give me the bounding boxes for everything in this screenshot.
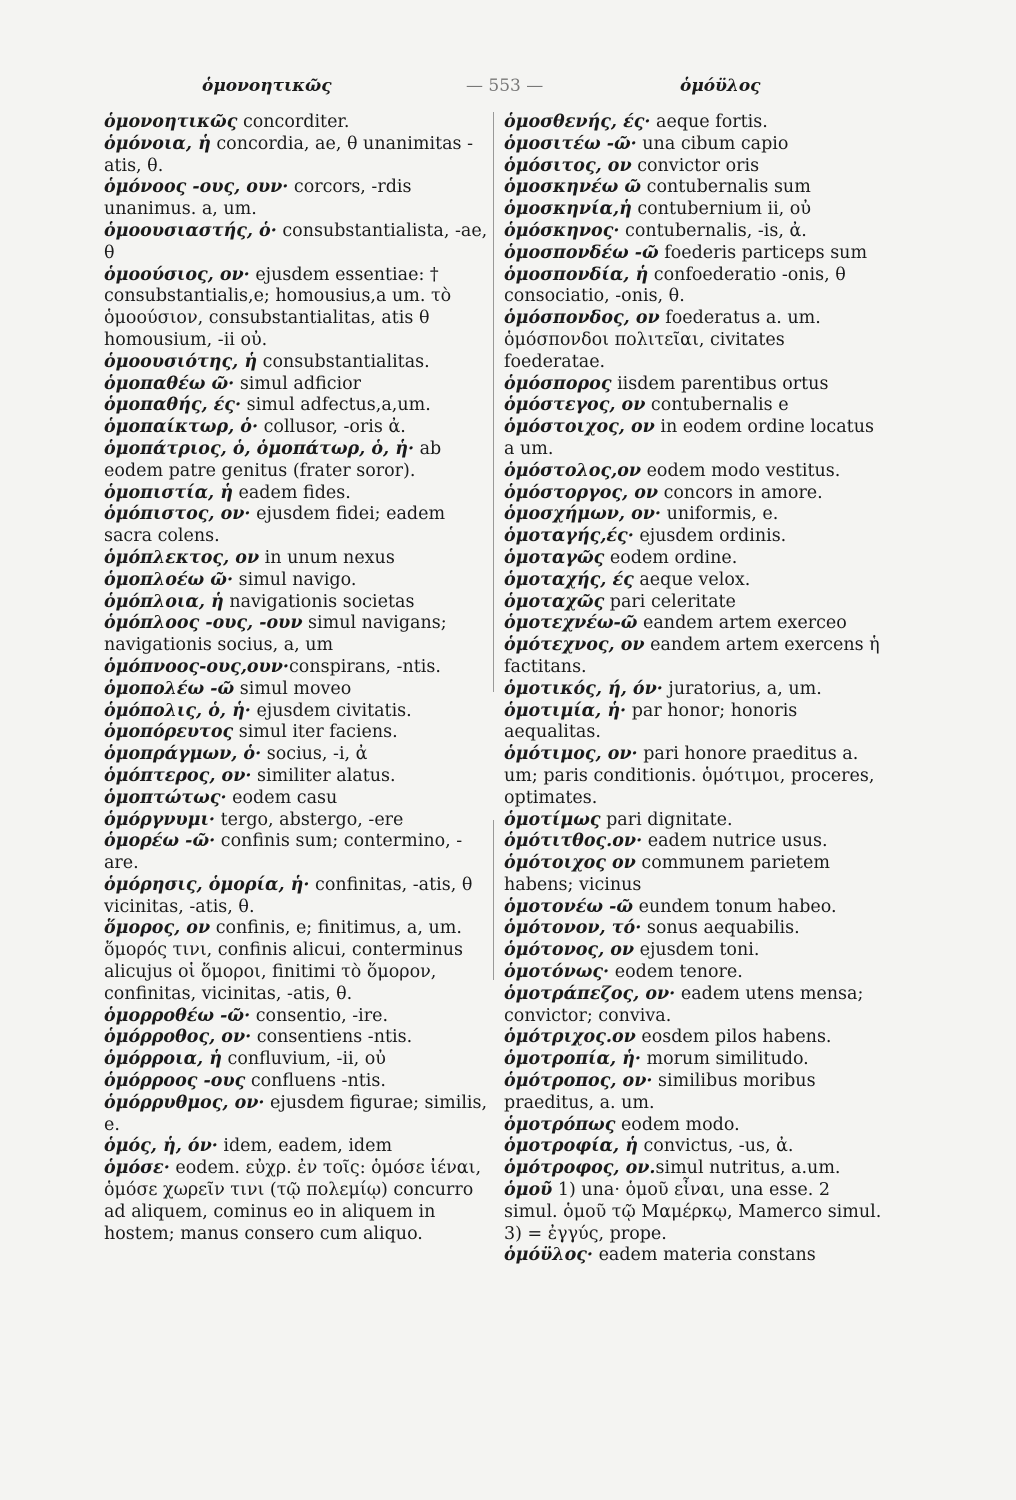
entry-definition: eadem nutrice usus.: [642, 831, 828, 852]
entry-definition: par honor; honoris aequalitas.: [504, 700, 798, 743]
entry-definition: sonus aequabilis.: [641, 918, 800, 939]
dictionary-entry: [504, 1245, 882, 1267]
page-number: — 553 —: [466, 76, 544, 96]
entry-definition: tergo, abstergo, -ere: [215, 809, 404, 830]
entry-definition: idem, eadem, idem: [217, 1136, 393, 1157]
entry-definition: confoederatio -onis, θ consociatio, -onis, θ.: [504, 264, 846, 307]
entry-lemma: ὁμορροθέω -ῶ·: [104, 1005, 251, 1026]
entry-definition: simul moveo: [234, 678, 352, 699]
header-right-guide-word: ὁμόϋλος: [680, 76, 761, 96]
entry-lemma: ὁμόϋλος·: [504, 1245, 593, 1266]
dictionary-entry: [104, 1049, 488, 1071]
entry-definition: confinis, e; finitimus, a, um. ὅμορός τινι, confinis alicui, conterminus alicujus οἱ ὅμοροι, finitimi τὸ ὅμορον, confinitas, vicinitas, -atis, θ.: [104, 918, 463, 1004]
dictionary-entry: [104, 657, 488, 679]
page-header: [0, 76, 1016, 106]
entry-definition: consentio, -ire.: [250, 1005, 389, 1026]
entry-lemma: ὁμόπιστος, ον·: [104, 504, 251, 525]
entry-definition: eadem fides.: [232, 482, 351, 503]
header-left-guide-word: ὁμονοητικῶς: [202, 76, 332, 96]
entry-lemma: ὁμοτροφία, ἡ: [504, 1136, 638, 1157]
dictionary-entry: [104, 177, 488, 221]
entry-lemma: ὁμορέω -ῶ·: [104, 831, 216, 852]
dictionary-entry: [504, 483, 882, 505]
entry-lemma: ὁμόρροος -ους: [104, 1071, 246, 1092]
entry-lemma: ὁμοπόρευτος: [104, 722, 234, 743]
dictionary-entry: [104, 221, 488, 265]
dictionary-entry: [504, 395, 882, 417]
dictionary-entry: [104, 374, 488, 396]
dictionary-entry: [104, 483, 488, 505]
dictionary-entry: [104, 701, 488, 723]
entry-lemma: ὁμότιτθος.ον·: [504, 831, 643, 852]
entry-definition: convictor oris: [631, 155, 760, 176]
dictionary-entry: [504, 1136, 882, 1158]
dictionary-entry: [504, 156, 882, 178]
entry-definition: una cibum capio: [636, 133, 789, 154]
entry-lemma: ὁμοπαθής, ές·: [104, 395, 242, 416]
dictionary-entry: [104, 875, 488, 919]
entry-lemma: ὁμόργνυμι·: [104, 809, 215, 830]
entry-definition: consentiens -ntis.: [251, 1027, 413, 1048]
entry-lemma: ὁμοουσιαστής, ὁ·: [104, 220, 277, 241]
entry-definition: collusor, -oris ἀ.: [258, 417, 406, 438]
column-divider: [493, 112, 494, 692]
entry-definition: juratorius, a, um.: [662, 678, 822, 699]
entry-lemma: ὁμοσκηνία,ἡ: [504, 199, 632, 220]
entry-definition: similiter alatus.: [251, 765, 396, 786]
entry-definition: eosdem pilos habens.: [635, 1027, 832, 1048]
entry-definition: eandem artem exercens ἡ factitans.: [504, 635, 880, 677]
dictionary-entry: [104, 548, 488, 570]
entry-definition: similibus moribus praeditus, a. um.: [504, 1071, 816, 1113]
dictionary-entry: [104, 810, 488, 832]
entry-definition: contubernium ii, οὐ: [631, 199, 811, 220]
entry-definition: eadem materia constans: [593, 1245, 816, 1266]
entry-lemma: ὁμόπνοος-ους,ουν·: [104, 656, 289, 677]
dictionary-entry: [504, 1180, 882, 1245]
entry-lemma: ὁμοταγής,ές·: [504, 526, 634, 547]
entry-lemma: ὁμοτικός, ή, όν·: [504, 678, 663, 699]
dictionary-entry: [504, 134, 882, 156]
entry-lemma: ὁμόσπορος: [504, 373, 612, 394]
entry-lemma: ὁμοπάτριος, ὁ, ὁμοπάτωρ, ὁ, ἡ·: [104, 438, 415, 459]
entry-definition: ejusdem civitatis.: [250, 700, 412, 721]
entry-definition: convictus, -us, ἀ.: [637, 1136, 794, 1157]
dictionary-entry: [104, 1158, 488, 1245]
entry-definition: aeque fortis.: [650, 112, 768, 132]
entry-definition: simul nutritus, a.um.: [655, 1158, 841, 1179]
dictionary-entry: [504, 112, 882, 134]
entry-definition: concorditer.: [237, 112, 350, 132]
dictionary-entry: [104, 439, 488, 483]
entry-definition: corcors, -rdis unanimus. a, um.: [104, 177, 412, 220]
column-divider-lower: [493, 820, 494, 980]
dictionary-entry: [104, 613, 488, 657]
dictionary-entry: [504, 810, 882, 832]
dictionary-entry: [504, 570, 882, 592]
entry-definition: pari dignitate.: [600, 809, 733, 830]
dictionary-entry: [504, 526, 882, 548]
entry-definition: simul navigo.: [233, 569, 357, 590]
dictionary-entry: [104, 744, 488, 766]
dictionary-entry: [504, 1049, 882, 1071]
entry-lemma: ὁμοτράπεζος, ον·: [504, 983, 676, 1004]
dictionary-entry: [504, 984, 882, 1028]
entry-definition: confluens -ntis.: [245, 1071, 386, 1092]
entry-lemma: ὁμόσιτος, ον: [504, 155, 632, 176]
entry-lemma: ὁμοπράγμων, ὁ·: [104, 744, 262, 765]
dictionary-entry: [104, 788, 488, 810]
entry-lemma: ὁμόστολος,ον: [504, 460, 642, 481]
entry-definition: contubernalis, -is, ἀ.: [619, 220, 807, 241]
entry-lemma: ὁμοτιμία, ἡ·: [504, 700, 627, 721]
entry-definition: socius, -i, ἀ: [261, 744, 368, 765]
entry-definition: contubernalis e: [645, 395, 789, 416]
entry-definition: conspirans, -ntis.: [288, 656, 441, 677]
dictionary-entry: [504, 940, 882, 962]
dictionary-entry: [104, 570, 488, 592]
entry-lemma: ὁμόσκηνος·: [504, 220, 620, 241]
entry-lemma: ὁμότριχος.ον: [504, 1027, 636, 1048]
entry-lemma: ὁμόνοος -ους, ουν·: [104, 177, 289, 198]
entry-lemma: ὁμόπτερος, ον·: [104, 765, 252, 786]
entry-lemma: ὁμοσιτέω -ῶ·: [504, 133, 637, 154]
entry-lemma: ὁμόρησις, ὁμορία, ἡ·: [104, 874, 310, 895]
entry-lemma: ὁμόπλοος -ους, -ουν: [104, 613, 303, 634]
dictionary-entry: [504, 679, 882, 701]
dictionary-entry: [504, 1027, 882, 1049]
entry-definition: iisdem parentibus ortus: [611, 373, 829, 394]
entry-definition: aeque velox.: [633, 569, 751, 590]
entry-lemma: ὁμοῦ: [504, 1180, 553, 1201]
entry-definition: communem parietem habens; vicinus: [504, 853, 830, 895]
dictionary-entry: [104, 1136, 488, 1158]
entry-lemma: ὁμοταχῶς: [504, 591, 605, 612]
entry-lemma: ὁμότοιχος ον: [504, 853, 636, 874]
entry-lemma: ὁμότονος, ον: [504, 940, 635, 961]
entry-lemma: ὁμονοητικῶς: [104, 112, 238, 132]
entry-definition: simul navigans; navigationis socius, a, um: [104, 613, 447, 656]
entry-definition: eodem modo.: [615, 1114, 740, 1135]
dictionary-entry: [504, 177, 882, 199]
dictionary-entry: [104, 679, 488, 701]
dictionary-entry: [104, 766, 488, 788]
dictionary-entry: [504, 308, 882, 373]
dictionary-entry: [104, 112, 488, 134]
entry-lemma: ὁμοπλοέω ῶ·: [104, 569, 234, 590]
entry-definition: eodem casu: [226, 787, 338, 808]
dictionary-entry: [504, 853, 882, 897]
right-column: [504, 112, 882, 1267]
entry-lemma: ὁμοπολέω -ῶ: [104, 678, 235, 699]
dictionary-entry: [104, 1006, 488, 1028]
entry-lemma: ὁμοτεχνέω-ῶ: [504, 613, 638, 634]
entry-definition: ejusdem ordinis.: [633, 526, 787, 547]
entry-definition: ejusdem fidei; eadem sacra colens.: [104, 504, 446, 547]
entry-lemma: ὁμόρρυθμος, ον·: [104, 1092, 265, 1113]
dictionary-entry: [104, 395, 488, 417]
entry-lemma: ὁμοταγῶς: [504, 547, 605, 568]
entry-definition: simul adficior: [234, 373, 362, 394]
dictionary-entry: [504, 744, 882, 809]
dictionary-entry: [104, 1027, 488, 1049]
entry-definition: eodem ordine.: [604, 547, 738, 568]
entry-definition: pari honore praeditus a. um; paris conditionis. ὁμότιμοι, proceres, optimates.: [504, 744, 875, 808]
entry-lemma: ὁμοπαθέω ῶ·: [104, 373, 235, 394]
entry-definition: navigationis societas: [223, 591, 415, 612]
entry-lemma: ὁμότιμος, ον·: [504, 744, 638, 765]
dictionary-entry: [104, 722, 488, 744]
dictionary-entry: [504, 897, 882, 919]
entry-lemma: ὁμοπιστία, ἡ: [104, 482, 233, 503]
entry-lemma: ὁμοσπονδέω -ῶ: [504, 242, 659, 263]
dictionary-entry: [104, 1093, 488, 1137]
entry-definition: eodem tenore.: [609, 962, 743, 983]
dictionary-entry: [504, 831, 882, 853]
entry-lemma: ὁμόστοργος, ον: [504, 482, 659, 503]
entry-definition: consubstantialista, -ae, θ: [104, 220, 488, 263]
entry-lemma: ὁμοτόνως·: [504, 962, 610, 983]
dictionary-entry: [504, 1115, 882, 1137]
entry-lemma: ὁμοτονέω -ῶ: [504, 896, 634, 917]
dictionary-entry: [504, 199, 882, 221]
dictionary-entry: [504, 548, 882, 570]
entry-lemma: ὁμοτροπία, ἡ·: [504, 1049, 641, 1070]
dictionary-entry: [104, 592, 488, 614]
entry-definition: concors in amore.: [658, 482, 823, 503]
dictionary-entry: [504, 461, 882, 483]
entry-lemma: ὁμόπλεκτος, ον: [104, 547, 260, 568]
entry-lemma: ὁμότεχνος, ον: [504, 635, 645, 656]
entry-definition: confluvium, -ii, οὐ: [221, 1049, 386, 1070]
entry-definition: consubstantialitas.: [257, 351, 430, 372]
dictionary-entry: [504, 504, 882, 526]
entry-lemma: ὅμορος, ον: [104, 918, 211, 939]
entry-definition: ejusdem essentiae: † consubstantialis,e; homousius,a um. τὸ ὁμοούσιον, consubstantialitas, atis θ homousium, -ii οὐ.: [104, 264, 452, 350]
entry-lemma: ὁμοταχής, ές: [504, 569, 634, 590]
entry-lemma: ὁμότροπος, ον·: [504, 1071, 653, 1092]
entry-definition: eodem modo vestitus.: [641, 460, 841, 481]
dictionary-entry: [504, 265, 882, 309]
dictionary-entry: [504, 918, 882, 940]
dictionary-entry: [504, 1158, 882, 1180]
dictionary-entry: [504, 221, 882, 243]
dictionary-entry: [104, 831, 488, 875]
entry-definition: foederatus a. um. ὁμόσπονδοι πολιτεῖαι, civitates foederatae.: [504, 308, 821, 372]
entry-lemma: ὁμότονον, τό·: [504, 918, 642, 939]
dictionary-entry: [504, 962, 882, 984]
dictionary-entry: [504, 592, 882, 614]
entry-lemma: ὁμότροφος, ον.: [504, 1158, 656, 1179]
dictionary-entry: [104, 265, 488, 352]
entry-lemma: ὁμοσπονδία, ἡ: [504, 264, 649, 285]
dictionary-entry: [504, 613, 882, 635]
entry-lemma: ὁμός, ἡ, όν·: [104, 1136, 218, 1157]
entry-definition: pari celeritate: [604, 591, 736, 612]
dictionary-entry: [504, 1071, 882, 1115]
entry-lemma: ὁμόπλοια, ἡ: [104, 591, 224, 612]
dictionary-entry: [504, 243, 882, 265]
dictionary-entry: [104, 134, 488, 178]
entry-definition: confinis sum; contermino, -are.: [104, 831, 463, 874]
entry-definition: ejusdem toni.: [634, 940, 760, 961]
entry-lemma: ὁμοσθενής, ές·: [504, 112, 651, 132]
entry-definition: 1) una· ὁμοῦ εἶναι, una esse. 2 simul. ὁμοῦ τῷ Μαμέρκῳ, Mamerco simul. 3) = ἐγγύς, prope.: [504, 1180, 882, 1244]
entry-lemma: ὁμοουσιότης, ἡ: [104, 351, 258, 372]
dictionary-entry: [104, 352, 488, 374]
dictionary-entry: [104, 918, 488, 1005]
entry-definition: morum similitudo.: [640, 1049, 809, 1070]
dictionary-entry: [104, 504, 488, 548]
dictionary-entry: [504, 374, 882, 396]
entry-lemma: ὁμοούσιος, ον·: [104, 264, 250, 285]
dictionary-entry: [104, 1071, 488, 1093]
entry-lemma: ὁμόσπονδος, ον: [504, 308, 660, 329]
entry-lemma: ὁμόνοια, ἡ: [104, 133, 211, 154]
entry-definition: confinitas, -atis, θ vicinitas, -atis, θ.: [104, 874, 473, 917]
entry-lemma: ὁμόστοιχος, ον: [504, 417, 655, 438]
left-column: [104, 112, 488, 1245]
entry-lemma: ὁμοπτώτως·: [104, 787, 227, 808]
dictionary-entry: [504, 635, 882, 679]
dictionary-entry: [104, 417, 488, 439]
dictionary-entry: [504, 417, 882, 461]
entry-definition: simul adfectus,a,um.: [241, 395, 431, 416]
entry-definition: in unum nexus: [259, 547, 395, 568]
entry-definition: uniformis, e.: [661, 504, 779, 525]
entry-definition: eodem. εὐχρ. ἐν τοῖς: ὁμόσε ἰέναι, ὁμόσε χωρεῖν τινι (τῷ πολεμίῳ) concurro ad aliquem, cominus eo in aliquem in hostem; manus consero cum aliquo.: [104, 1158, 482, 1244]
entry-lemma: ὁμοσχήμων, ον·: [504, 504, 661, 525]
entry-definition: in eodem ordine locatus a um.: [504, 417, 874, 459]
entry-definition: eundem tonum habeo.: [633, 896, 837, 917]
entry-definition: foederis particeps sum: [658, 242, 868, 263]
entry-lemma: ὁμόρροθος, ον·: [104, 1027, 252, 1048]
entry-lemma: ὁμόπολις, ὁ, ἡ·: [104, 700, 251, 721]
entry-lemma: ὁμόρροια, ἡ: [104, 1049, 222, 1070]
entry-definition: eadem utens mensa; convictor; conviva.: [504, 983, 864, 1026]
dictionary-entry: [504, 701, 882, 745]
entry-definition: ab eodem patre genitus (frater soror).: [104, 438, 442, 481]
entry-lemma: ὁμοσκηνέω ῶ: [504, 177, 642, 198]
entry-definition: concordia, ae, θ unanimitas -atis, θ.: [104, 133, 474, 176]
entry-lemma: ὁμόσε·: [104, 1158, 170, 1179]
entry-definition: contubernalis sum: [641, 177, 811, 198]
entry-lemma: ὁμόστεγος, ον: [504, 395, 646, 416]
entry-definition: ejusdem figurae; similis, e.: [104, 1092, 488, 1135]
entry-definition: eandem artem exerceo: [637, 613, 847, 634]
entry-definition: simul iter faciens.: [233, 722, 398, 743]
entry-lemma: ὁμοτίμως: [504, 809, 601, 830]
entry-lemma: ὁμοπαίκτωρ, ὁ·: [104, 417, 259, 438]
entry-lemma: ὁμοτρόπως: [504, 1114, 616, 1135]
